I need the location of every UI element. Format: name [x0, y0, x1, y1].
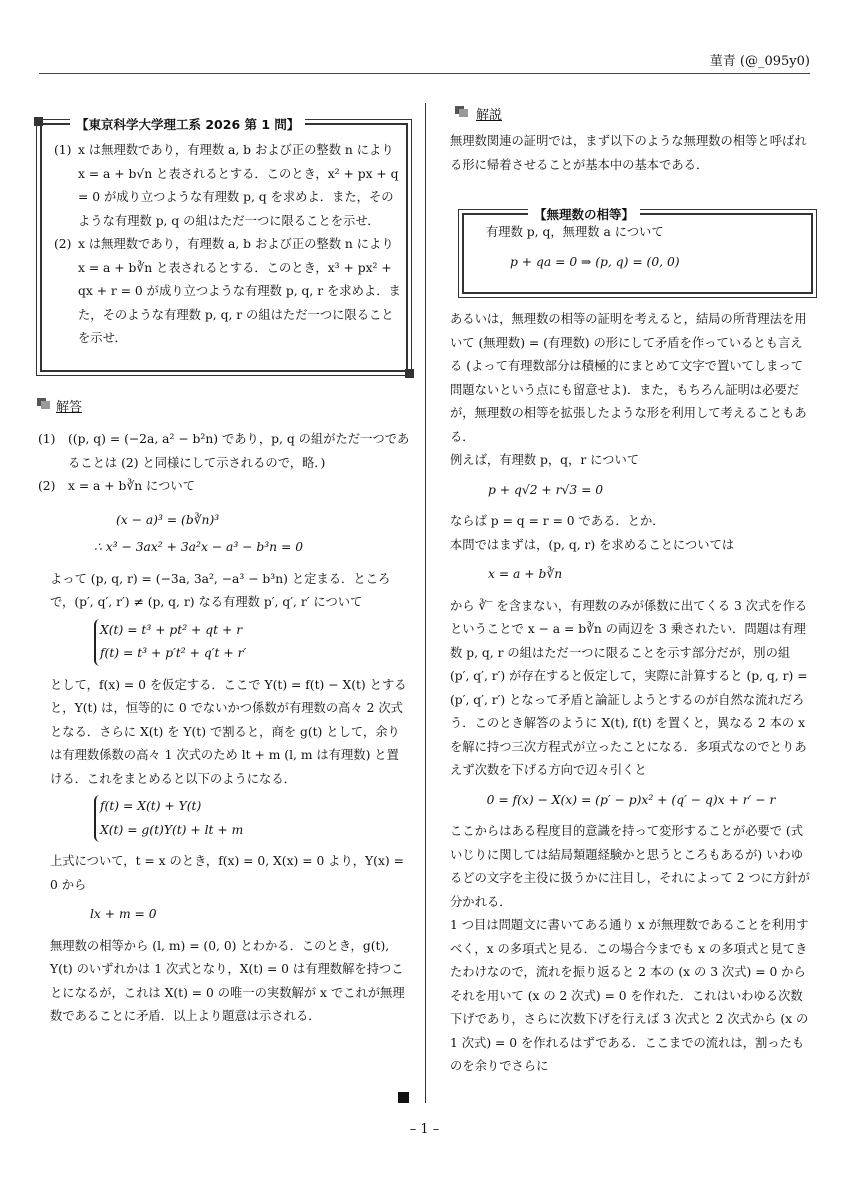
commentary-paragraph: 本問ではまずは，(p, q, r) を求めることについては — [450, 537, 735, 552]
section-icon — [455, 106, 468, 117]
answer-heading: 解答 — [56, 400, 83, 415]
problem-box — [40, 117, 408, 372]
equation: ∴ x³ − 3ax² + 3a²x − a³ − b³n = 0 — [94, 540, 304, 554]
problem-item-text: x は無理数であり，有理数 a, b および正の整数 n により x = a + b√n と表されるとする．このとき，x² + px + q = 0 が成り立つような有理数 p, q を求めよ．また，そのような有理数 p, q の組はただ一つに限ることを示せ． — [78, 143, 399, 228]
axiom-line: 有理数 p, q，無理数 a について — [486, 225, 664, 239]
equation-system — [94, 619, 410, 666]
axiom-box — [462, 207, 813, 294]
equation: (x − a)³ = (b∛n)³ — [116, 512, 220, 527]
problem-item-2 — [54, 233, 402, 351]
problem-item-text: x は無理数であり，有理数 a, b および正の整数 n により x = a + b∛n と表されるとする．このとき，x³ + px² + qx + r = 0 が成り立つような有理数 p, q, r を求めよ．また，そのような有理数 p, q, r の組はただ一つに限ることを示せ． — [78, 237, 401, 345]
answer-part-2 — [38, 475, 410, 499]
answer-column — [38, 428, 410, 1029]
equation: X(t) = t³ + pt² + qt + r — [100, 622, 243, 637]
problem-item-1 — [54, 139, 402, 233]
column-divider — [425, 103, 426, 1103]
axiom-title: 【無理数の相等】 — [528, 205, 640, 223]
equation: f(t) = X(t) + Y(t) — [100, 799, 202, 813]
problem-item-number: (2) — [54, 237, 72, 251]
problem-list — [54, 139, 402, 351]
equation-system — [94, 795, 410, 842]
commentary-intro — [450, 130, 812, 177]
page-number: – 1 – — [409, 1122, 440, 1137]
commentary-paragraph: 例えば，有理数 p，q，r について — [450, 453, 640, 467]
commentary-paragraph: ならば p = q = r = 0 である．とか． — [450, 514, 665, 528]
qed-mark — [398, 1092, 409, 1103]
equation: lx + m = 0 — [90, 907, 157, 921]
axiom-equation: p + qa = 0 ⇒ (p, q) = (0, 0) — [510, 254, 680, 269]
section-icon — [37, 398, 50, 409]
page-header-author: 菫青 (@_095y0) — [709, 54, 810, 69]
answer-part-number: (2) — [38, 479, 56, 493]
box-corner-mark — [34, 117, 43, 126]
commentary-heading: 解説 — [476, 108, 503, 123]
equation: x = a + b∛n — [488, 567, 563, 581]
header-rule — [39, 73, 810, 74]
answer-part-1-text: ((p, q) = (−2a, a² − b²n) であり，p, q の組がただ一つであることは (2) と同様にして示されるので，略．) — [68, 432, 410, 470]
commentary-paragraph: 1 つ目は問題文に書いてある通り x が無理数であることを利用すべく，x の多項式と見る．この場合今までも x の多項式と見てきたわけなので，流れを振り返ると 2 本の (x の 3 次式) = 0 からそれを用いて (x の 2 次式) = 0 を作れた．これはいわゆる次数下げであり，さらに次数下げを行えば 3 次式と 2 次式から (x の 1 次式) = 0 を作れるはずである．ここまでの流れは，割ったものを余りでさらに — [450, 918, 809, 1073]
problem-title: 【東京科学大学理工系 2026 第 1 問】 — [70, 115, 305, 133]
commentary-paragraph: から ∛‾ を含まない，有理数のみが係数に出てくる 3 次式を作るということで x − a = b∛n の両辺を 3 乗されたい．問題は有理数 p, q, r の組はただ一つに限ることを示す部分だが，別の組 (p′, q′, r′) が存在すると仮定して，実際に計算すると (p, q, r) = (p′, q′, r′) となって矛盾と論証しようとするのが自然な流れだろう．このとき解答のように X(t), f(t) を置くと，異なる 2 本の x を解に持つ三次方程式が立ったことになる．多項式なのでとりあえず次数を下げる方向で辺々引くと — [450, 598, 808, 777]
box-corner-mark — [405, 369, 414, 378]
equation: X(t) = g(t)Y(t) + lt + m — [100, 822, 244, 837]
commentary-paragraph: ここからはある程度目的意識を持って変形することが必要で (式いじりに関しては結局類題経験かと思うところもあるが) いわゆるどの文字を主役に扱うかに注目し，それによって 2 つに方針が分かれる． — [450, 824, 810, 909]
problem-item-number: (1) — [54, 143, 72, 157]
answer-paragraph: よって (p, q, r) = (−3a, 3a², −a³ − b³n) と定まる．ところで，(p′, q′, r′) ≠ (p, q, r) なる有理数 p′, q′, r′ について — [50, 571, 391, 609]
answer-paragraph: 上式について，t = x のとき，f(x) = 0, X(x) = 0 より，Y(x) = 0 から — [50, 854, 404, 892]
answer-part-1 — [38, 428, 410, 475]
equation: f(t) = t³ + p′t² + q′t + r′ — [100, 646, 247, 660]
commentary-column — [450, 308, 812, 1079]
answer-part-2-text: x = a + b∛n について — [68, 479, 195, 493]
equation: 0 = f(x) − X(x) = (p′ − p)x² + (q′ − q)x + r′ − r — [486, 792, 776, 807]
answer-part-number: (1) — [38, 432, 56, 446]
answer-paragraph: 無理数の相等から (l, m) = (0, 0) とわかる．このとき，g(t), Y(t) のいずれかは 1 次式となり，X(t) = 0 は有理数解を持つことになるが，これは X(t) = 0 の唯一の実数解が x でこれが無理数であることに矛盾．以上より題意は示される． — [50, 938, 405, 1023]
equation: p + q√2 + r√3 = 0 — [488, 482, 604, 497]
axiom-body — [486, 221, 680, 274]
commentary-paragraph: 無理数関連の証明では，まず以下のような無理数の相等と呼ばれる形に帰着させることが基本中の基本である． — [450, 134, 807, 172]
answer-paragraph: として，f(x) = 0 を仮定する．ここで Y(t) = f(t) − X(t) とすると，Y(t) は，恒等的に 0 でないかつ係数が有理数の高々 2 次式となる．さらに X(t) を Y(t) で割ると，商を g(t) として，余りは有理数係数の高々 1 次式のため lt + m (l, m は有理数) と置ける．これをまとめると以下のようになる． — [50, 677, 407, 786]
commentary-paragraph: あるいは，無理数の相等の証明を考えると，結局の所背理法を用いて (無理数) = (有理数) の形にして矛盾を作っているとも言える (よって有理数部分は積極的にまとめて文字で置いてしまって問題ないという点にも留意せよ)．また，もちろん証明は必要だが，無理数の相等を拡張したような形を利用して考えることもある． — [450, 312, 807, 444]
